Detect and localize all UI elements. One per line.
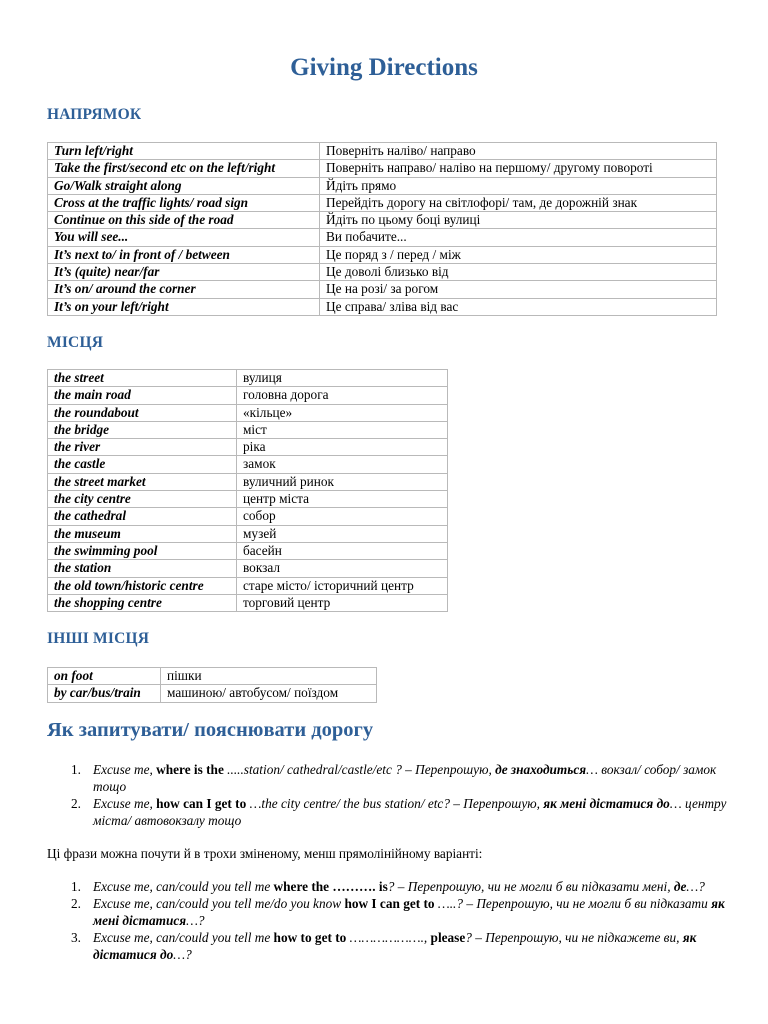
intro-paragraph: Ці фрази можна почути й в трохи зміненому, менш прямолінійному варіанті: <box>47 846 483 861</box>
english-phrase: Cross at the traffic lights/ road sign <box>48 194 320 211</box>
ukrainian-translation: Ви побачите... <box>320 229 717 246</box>
ukrainian-translation: басейн <box>237 542 448 559</box>
directions-table <box>47 142 717 316</box>
phrase-part: ? – Перепрошую, чи не підкажете ви, <box>465 930 683 945</box>
phrase-part: where the ………. is <box>273 879 388 894</box>
english-phrase: Take the first/second etc on the left/right <box>48 160 320 177</box>
table-row <box>48 439 448 456</box>
english-phrase: Go/Walk straight along <box>48 177 320 194</box>
english-phrase: by car/bus/train <box>48 685 161 702</box>
phrase-part: ? – Перепрошую, чи не могли б ви підказати мені, <box>387 879 674 894</box>
ukrainian-translation: вулиця <box>237 370 448 387</box>
table-row <box>48 525 448 542</box>
english-phrase: the castle <box>48 456 237 473</box>
ukrainian-translation: пішки <box>161 668 377 685</box>
table-row <box>48 577 448 594</box>
list-number: 1. <box>71 762 81 777</box>
english-phrase: It’s on your left/right <box>48 298 320 315</box>
phrase-part: Excuse me, <box>93 796 157 811</box>
ukrainian-translation: торговий центр <box>237 594 448 611</box>
table-row <box>48 370 448 387</box>
phrase-part: Excuse me, can/could you tell me/do you know <box>93 896 345 911</box>
table-row <box>48 264 717 281</box>
table-row <box>48 668 377 685</box>
english-phrase: the main road <box>48 387 237 404</box>
ukrainian-translation: музей <box>237 525 448 542</box>
phrase-part: …? <box>173 947 192 962</box>
table-row <box>48 160 717 177</box>
asking-heading: Як запитувати/ пояснювати дорогу <box>47 719 374 741</box>
ukrainian-translation: Це поряд з / перед / між <box>320 246 717 263</box>
phrase-part: …? <box>686 879 705 894</box>
phrase-part: .....station/ cathedral/castle/etc ? – Перепрошую, <box>227 762 496 777</box>
list-item <box>71 878 731 895</box>
table-row <box>48 298 717 315</box>
phrase-part: …the city centre/ the bus station/ etc? – Перепрошую, <box>249 796 544 811</box>
table-row <box>48 560 448 577</box>
table-row <box>48 508 448 525</box>
english-phrase: the museum <box>48 525 237 542</box>
page-title: Giving Directions <box>290 54 478 81</box>
english-phrase: It’s next to/ in front of / between <box>48 246 320 263</box>
english-phrase: the shopping centre <box>48 594 237 611</box>
table-row <box>48 473 448 490</box>
phrase-part: Excuse me, can/could you tell me <box>93 930 274 945</box>
polite-phrases-list <box>71 878 731 963</box>
list-number: 2. <box>71 896 81 911</box>
ukrainian-translation: Йдіть по цьому боці вулиці <box>320 212 717 229</box>
table-row <box>48 421 448 438</box>
section-heading-direction: НАПРЯМОК <box>47 106 142 123</box>
phrase-part: де знаходиться <box>495 762 587 777</box>
phrase-part: як мені дістатися <box>93 896 725 928</box>
phrase-part: …? <box>186 913 205 928</box>
table-row <box>48 246 717 263</box>
ukrainian-translation: головна дорога <box>237 387 448 404</box>
list-item <box>71 795 731 829</box>
ukrainian-translation: «кільце» <box>237 404 448 421</box>
english-phrase: the swimming pool <box>48 542 237 559</box>
phrase-part: як мені дістатися до <box>543 796 670 811</box>
english-phrase: the city centre <box>48 491 237 508</box>
section-heading-places: МІСЦЯ <box>47 334 104 351</box>
english-phrase: the bridge <box>48 421 237 438</box>
english-phrase: the street <box>48 370 237 387</box>
ukrainian-translation: старе місто/ історичний центр <box>237 577 448 594</box>
ukrainian-translation: Йдіть прямо <box>320 177 717 194</box>
english-phrase: the old town/historic centre <box>48 577 237 594</box>
list-number: 1. <box>71 879 81 894</box>
table-row <box>48 456 448 473</box>
english-phrase: the street market <box>48 473 237 490</box>
phrase-part: ………………., <box>349 930 431 945</box>
phrase-part: … центру міста/ автовокзалу тощо <box>93 796 727 828</box>
list-item <box>71 929 731 963</box>
table-row <box>48 229 717 246</box>
english-phrase: Turn left/right <box>48 143 320 160</box>
ukrainian-translation: центр міста <box>237 491 448 508</box>
ukrainian-translation: вокзал <box>237 560 448 577</box>
ukrainian-translation: вуличний ринок <box>237 473 448 490</box>
phrase-part: …..? – Перепрошую, чи не могли б ви підказати <box>437 896 712 911</box>
ukrainian-translation: ріка <box>237 439 448 456</box>
ukrainian-translation: Перейдіть дорогу на світлофорі/ там, де дорожній знак <box>320 194 717 211</box>
ukrainian-translation: Це доволі близько від <box>320 264 717 281</box>
table-row <box>48 281 717 298</box>
phrase-part: Excuse me, <box>93 762 157 777</box>
phrase-part: Excuse me, can/could you tell me <box>93 879 274 894</box>
other-places-table <box>47 667 377 703</box>
table-row <box>48 177 717 194</box>
places-table <box>47 369 448 612</box>
table-row <box>48 542 448 559</box>
ukrainian-translation: Це на розі/ за рогом <box>320 281 717 298</box>
table-row <box>48 387 448 404</box>
phrase-part: де <box>673 879 687 894</box>
ukrainian-translation: міст <box>237 421 448 438</box>
phrase-part: how can I get to <box>156 796 250 811</box>
list-item <box>71 761 731 795</box>
english-phrase: You will see... <box>48 229 320 246</box>
table-row <box>48 594 448 611</box>
ukrainian-translation: Поверніть наліво/ направо <box>320 143 717 160</box>
english-phrase: the river <box>48 439 237 456</box>
english-phrase: on foot <box>48 668 161 685</box>
english-phrase: the roundabout <box>48 404 237 421</box>
english-phrase: It’s on/ around the corner <box>48 281 320 298</box>
table-row <box>48 212 717 229</box>
phrase-part: please <box>430 930 466 945</box>
phrase-part: як дістатися до <box>93 930 697 962</box>
english-phrase: It’s (quite) near/far <box>48 264 320 281</box>
english-phrase: the cathedral <box>48 508 237 525</box>
english-phrase: Continue on this side of the road <box>48 212 320 229</box>
ukrainian-translation: собор <box>237 508 448 525</box>
phrase-part: how I can get to <box>344 896 438 911</box>
table-row <box>48 404 448 421</box>
list-number: 2. <box>71 796 81 811</box>
english-phrase: the station <box>48 560 237 577</box>
ukrainian-translation: машиною/ автобусом/ поїздом <box>161 685 377 702</box>
table-row <box>48 491 448 508</box>
section-heading-other-places: ІНШІ МІСЦЯ <box>47 630 150 647</box>
list-number: 3. <box>71 930 81 945</box>
ukrainian-translation: замок <box>237 456 448 473</box>
phrase-part: how to get to <box>273 930 350 945</box>
phrase-part: where is the <box>156 762 228 777</box>
table-row <box>48 685 377 702</box>
phrase-part: … вокзал/ собор/ замок тощо <box>93 762 717 794</box>
ukrainian-translation: Це справа/ зліва від вас <box>320 298 717 315</box>
ukrainian-translation: Поверніть направо/ наліво на першому/ другому повороті <box>320 160 717 177</box>
table-row <box>48 143 717 160</box>
list-item <box>71 895 731 929</box>
asking-phrases-list <box>71 761 731 829</box>
table-row <box>48 194 717 211</box>
